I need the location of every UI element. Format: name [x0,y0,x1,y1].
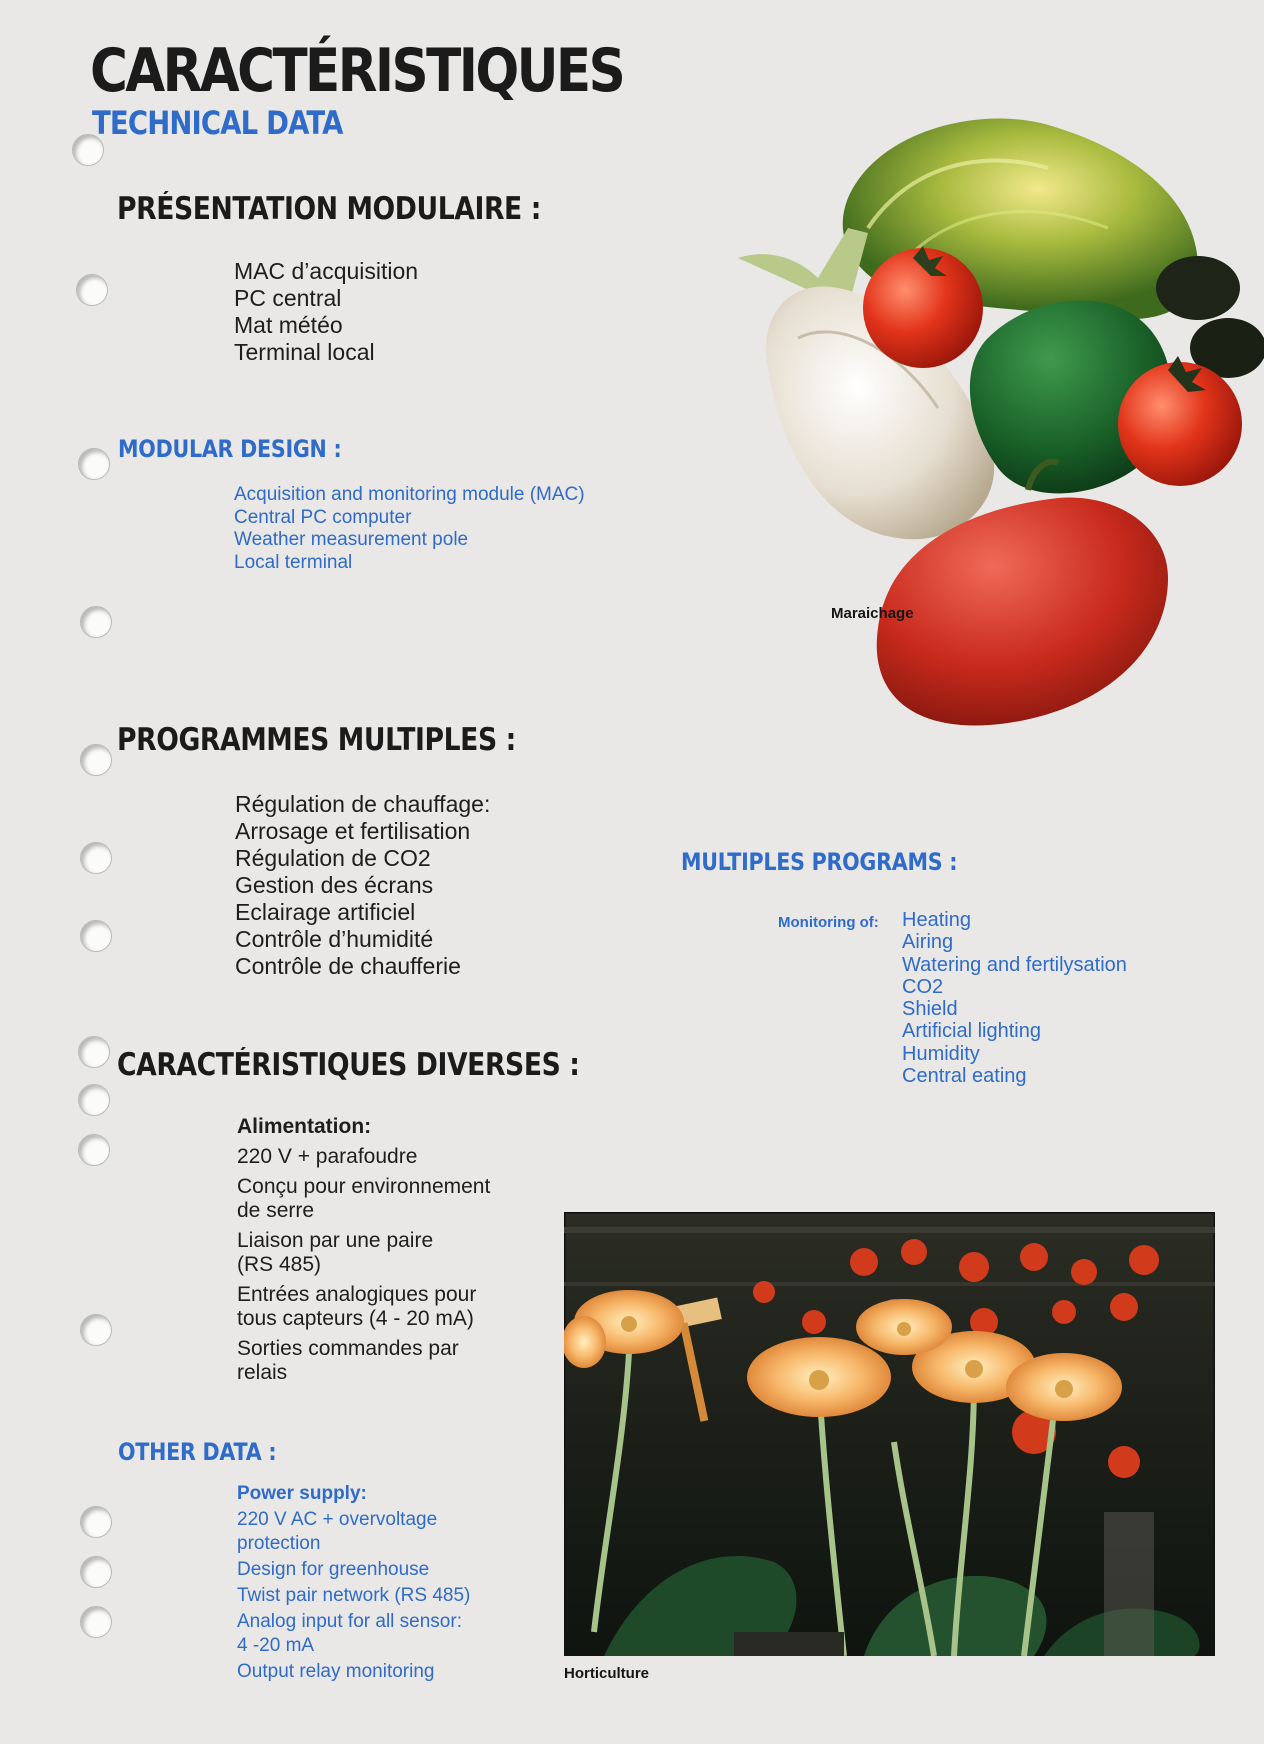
list-item: MAC d’acquisition [234,258,419,284]
binder-hole [80,606,112,638]
list-item: Mat météo [234,312,343,338]
list-item: Watering and fertilysation [902,953,1127,976]
text-line: de serre [237,1199,315,1222]
text-line: Sorties commandes par [237,1337,459,1360]
binder-hole [80,1606,112,1638]
text-line: (RS 485) [237,1253,322,1276]
list-item: Airing [902,931,954,954]
vegetables-caption: Maraichage [831,605,914,622]
flowers-photo [564,1212,1215,1656]
programs-list-fr [235,791,490,980]
list-item: Central eating [902,1065,1027,1088]
list-item: PC central [234,285,342,311]
list-item: Régulation de CO2 [235,845,431,871]
section-heading-other-en: OTHER DATA : [118,1438,277,1466]
binder-hole [78,1084,110,1116]
list-item: Local terminal [234,551,353,573]
misc-block-fr [237,1115,490,1385]
modular-list-fr [234,258,418,366]
text-line: tous capteurs (4 - 20 mA) [237,1307,474,1330]
binder-hole [78,1134,110,1166]
modular-list-en [234,484,585,574]
text-line: Twist pair network (RS 485) [237,1585,471,1606]
text-line: 220 V + parafoudre [237,1145,418,1168]
binder-hole [76,274,108,306]
list-item: CO2 [902,975,944,998]
text-line: Entrées analogiques pour [237,1283,477,1306]
text-line: 220 V AC + overvoltage [237,1509,438,1530]
text-line: Analog input for all sensor: [237,1611,462,1632]
vegetables-photo [728,108,1264,730]
list-item: Acquisition and monitoring module (MAC) [234,484,585,505]
list-item: Central PC computer [234,506,412,528]
text-line: protection [237,1533,321,1554]
text-line: relais [237,1361,288,1384]
section-heading-programs-en: MULTIPLES PROGRAMS : [681,848,958,876]
section-heading-modular-fr: PRÉSENTATION MODULAIRE : [117,191,541,227]
page-title: CARACTÉRISTIQUES [90,36,624,106]
flowers-caption: Horticulture [564,1665,650,1682]
list-item: Régulation de chauffage: [235,791,491,817]
misc-block-en [237,1482,470,1684]
binder-hole [80,1506,112,1538]
list-item: Contrôle de chaufferie [235,953,461,979]
binder-hole [80,842,112,874]
list-item: Heating [902,909,971,931]
binder-hole [80,744,112,776]
text-line: Liaison par une paire [237,1229,434,1252]
list-item: Terminal local [234,339,375,365]
text-line: Design for greenhouse [237,1559,430,1580]
list-item: Shield [902,998,958,1021]
binder-hole [80,920,112,952]
list-item: Eclairage artificiel [235,899,416,925]
list-item: Humidity [902,1042,980,1065]
list-item: Weather measurement pole [234,529,469,550]
page-subtitle: TECHNICAL DATA [92,104,343,142]
list-item: Artificial lighting [902,1020,1041,1043]
power-label-en: Power supply: [237,1483,367,1504]
programs-list-en [902,909,1127,1087]
text-line: Conçu pour environnement [237,1175,491,1198]
list-item: Gestion des écrans [235,872,434,898]
list-item: Arrosage et fertilisation [235,818,471,844]
binder-hole [80,1314,112,1346]
power-label-fr: Alimentation: [237,1115,372,1138]
section-heading-programs-fr: PROGRAMMES MULTIPLES : [117,722,516,758]
monitoring-label: Monitoring of: [778,914,879,931]
binder-hole [80,1556,112,1588]
text-line: Output relay monitoring [237,1661,435,1682]
binder-hole [78,1036,110,1068]
text-line: 4 -20 mA [237,1635,315,1656]
list-item: Contrôle d’humidité [235,926,434,952]
binder-hole [78,448,110,480]
section-heading-modular-en: MODULAR DESIGN : [118,435,342,463]
section-heading-misc-fr: CARACTÉRISTIQUES DIVERSES : [117,1047,580,1083]
